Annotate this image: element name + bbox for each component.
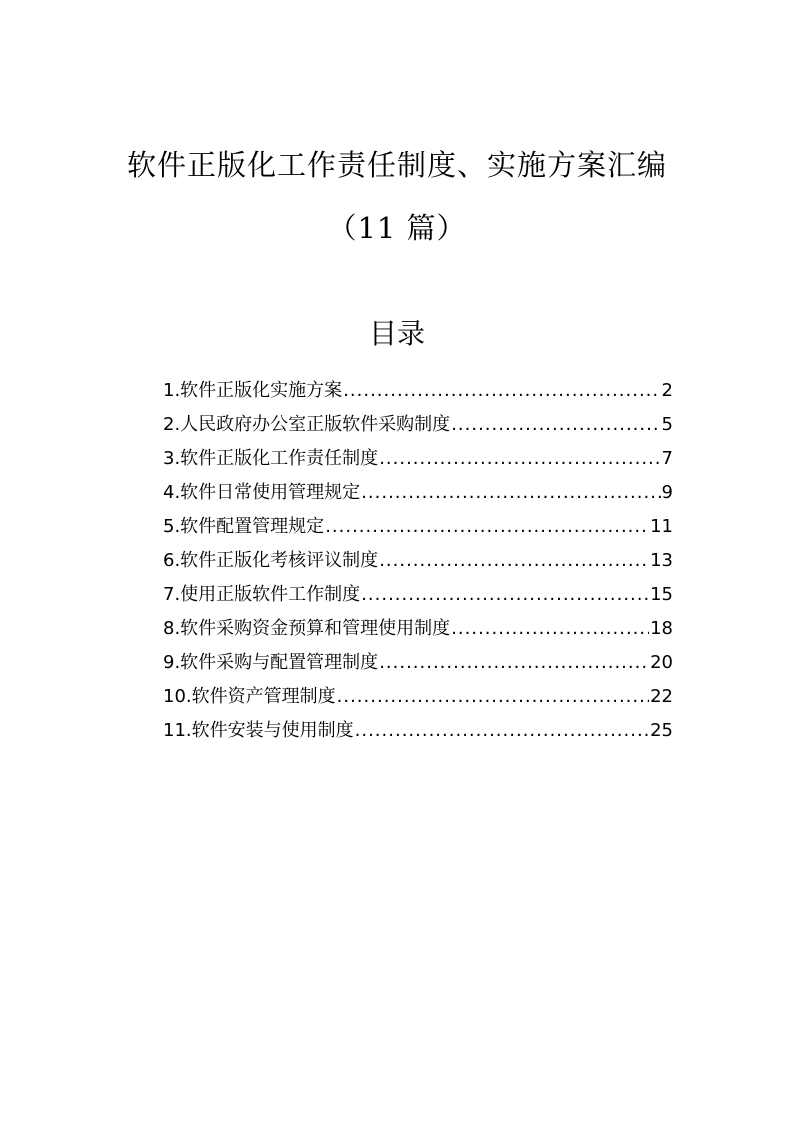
toc-entry-label: 10.软件资产管理制度 <box>163 686 336 707</box>
toc-dot-leader <box>379 650 649 676</box>
toc-dot-leader <box>379 548 649 574</box>
toc-entry[interactable] <box>163 378 673 412</box>
toc-entry-page: 20 <box>650 652 673 673</box>
toc-dot-leader <box>337 684 649 710</box>
toc-dot-leader <box>325 514 649 540</box>
toc-entry-label: 1.软件正版化实施方案 <box>163 380 343 401</box>
toc-dot-leader <box>361 582 649 608</box>
toc-entry-page: 7 <box>661 448 673 469</box>
toc-entry[interactable] <box>163 684 673 718</box>
toc-entry-label: 2.人民政府办公室正版软件采购制度 <box>163 414 451 435</box>
toc-dot-leader <box>379 446 660 472</box>
document-title: 软件正版化工作责任制度、实施方案汇编 <box>126 148 667 182</box>
toc-entry-page: 18 <box>650 618 673 639</box>
toc-entry[interactable] <box>163 446 673 480</box>
toc-entry-label: 8.软件采购资金预算和管理使用制度 <box>163 618 451 639</box>
toc-entry[interactable] <box>163 582 673 616</box>
toc-dot-leader <box>451 412 660 438</box>
toc-entry[interactable] <box>163 616 673 650</box>
toc-entry-label: 11.软件安装与使用制度 <box>163 720 354 741</box>
toc-entry[interactable] <box>163 412 673 446</box>
toc-dot-leader <box>355 718 649 744</box>
toc-entry-page: 5 <box>661 414 673 435</box>
toc-entry-label: 7.使用正版软件工作制度 <box>163 584 361 605</box>
toc-heading: 目录 <box>368 317 425 350</box>
toc-entry-page: 15 <box>650 584 673 605</box>
document-subtitle: （11 篇） <box>327 211 467 245</box>
toc-entry-page: 11 <box>650 516 673 537</box>
toc-entry-page: 13 <box>650 550 673 571</box>
toc-entry[interactable] <box>163 480 673 514</box>
toc-dot-leader <box>361 480 660 506</box>
toc-dot-leader <box>343 378 660 404</box>
toc-entry[interactable] <box>163 650 673 684</box>
toc-entry-page: 22 <box>650 686 673 707</box>
toc-entry-label: 5.软件配置管理规定 <box>163 516 325 537</box>
toc-entry[interactable] <box>163 718 673 752</box>
toc-entry-label: 9.软件采购与配置管理制度 <box>163 652 379 673</box>
toc-entry-page: 25 <box>650 720 673 741</box>
table-of-contents <box>163 378 673 752</box>
toc-entry-label: 3.软件正版化工作责任制度 <box>163 448 379 469</box>
toc-entry[interactable] <box>163 548 673 582</box>
toc-entry-page: 9 <box>661 482 673 503</box>
toc-entry-page: 2 <box>661 380 673 401</box>
toc-entry[interactable] <box>163 514 673 548</box>
toc-entry-label: 6.软件正版化考核评议制度 <box>163 550 379 571</box>
toc-entry-label: 4.软件日常使用管理规定 <box>163 482 361 503</box>
toc-dot-leader <box>451 616 649 642</box>
